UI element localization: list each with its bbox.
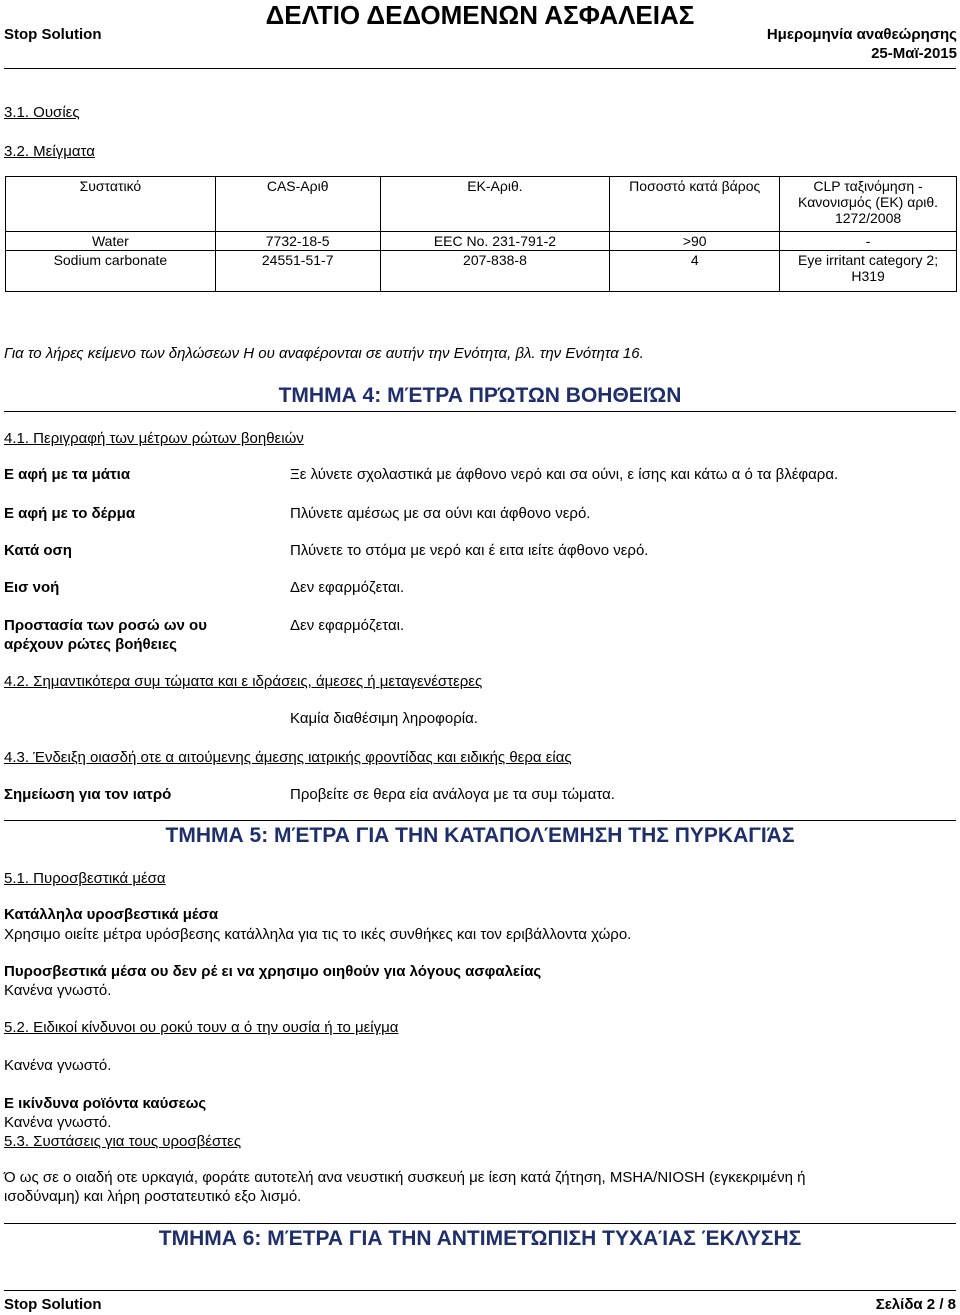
first-aid-label-protection: Προστασία των ροσώ ων ου xyxy=(4,617,207,634)
document-title: ΔΕΛΤΙΟ ΔΕΔΟΜΕΝΩΝ ΑΣΦΑΛΕΙΑΣ xyxy=(265,0,695,30)
cell-cas: 24551-51-7 xyxy=(215,251,380,292)
cell-ec: 207-838-8 xyxy=(380,251,610,292)
subsection-3-1: 3.1. Ουσίες xyxy=(4,104,80,121)
section-6-title: ΤΜΗΜΑ 6: ΜΈΤΡΑ ΓΙΑ ΤΗΝ ΑΝΤΙΜΕΤΏΠΙΣΗ ΤΥΧΑΊΑΣ ΈΚΛΥΣΗΣ xyxy=(158,1227,802,1250)
firefighter-advice-line2: ισοδύναμη) και λήρη ροστατευτικό εξο λισμό. xyxy=(4,1188,302,1205)
cell-weight: >90 xyxy=(610,232,780,251)
footer-page-number: Σελίδα 2 / 8 xyxy=(875,1296,956,1313)
first-aid-value-ingestion: Πλύνετε το στόμα με νερό και έ ειτα ιείτε άφθονο νερό. xyxy=(290,542,649,559)
cell-clp: Eye irritant category 2; H319 xyxy=(780,251,957,292)
section-4-divider xyxy=(4,411,956,412)
table-row xyxy=(6,251,957,292)
subsection-5-2: 5.2. Ειδικοί κίνδυνοι ου ροκύ τουν α ό την ουσία ή το μείγμα xyxy=(4,1019,399,1036)
cell-clp: - xyxy=(780,232,957,251)
hazardous-products-text: Κανένα γνωστό. xyxy=(4,1114,112,1131)
first-aid-label-protection-line2: αρέχουν ρώτες βοήθειες xyxy=(4,636,177,653)
section-5-title: ΤΜΗΜΑ 5: ΜΈΤΡΑ ΓΙΑ ΤΗΝ ΚΑΤΑΠΟΛΈΜΗΣΗ ΤΗΣ ΠΥΡΚΑΓΙΆΣ xyxy=(165,824,795,847)
footer-divider xyxy=(4,1290,956,1291)
subsection-4-2: 4.2. Σημαντικότερα συμ τώματα και ε ιδράσεις, άμεσες ή μεταγενέστερες xyxy=(4,673,483,690)
hazardous-products-label: Ε ικίνδυνα ροϊόντα καύσεως xyxy=(4,1095,207,1112)
first-aid-value-inhalation: Δεν εφαρμόζεται. xyxy=(290,579,405,596)
cell-cas: 7732-18-5 xyxy=(215,232,380,251)
symptoms-text: Καμία διαθέσιμη ληροφορία. xyxy=(290,710,478,727)
table-header-row xyxy=(6,177,957,232)
composition-table xyxy=(5,176,957,292)
unsuitable-media-label: Πυροσβεστικά μέσα ου δεν ρέ ει να χρησιμο οιηθούν για λόγους ασφαλείας xyxy=(4,963,542,980)
header-divider xyxy=(4,68,956,69)
footer-company: Stop Solution xyxy=(4,1296,102,1313)
table-row xyxy=(6,232,957,251)
unsuitable-media-text: Κανένα γνωστό. xyxy=(4,982,112,999)
special-hazards-text: Κανένα γνωστό. xyxy=(4,1057,112,1074)
doctor-note-label: Σημείωση για τον ιατρό xyxy=(4,786,172,803)
first-aid-label-ingestion: Κατά οση xyxy=(4,542,72,559)
first-aid-label-inhalation: Εισ νοή xyxy=(4,579,60,596)
subsection-5-1: 5.1. Πυροσβεστικά μέσα xyxy=(4,870,166,887)
section-6-divider xyxy=(4,1223,956,1224)
cell-component: Water xyxy=(6,232,216,251)
first-aid-value-eyes: Ξε λύνετε σχολαστικά με άφθονο νερό και σα ούνι, ε ίσης και κάτω α ό τα βλέφαρα. xyxy=(290,466,839,483)
subsection-5-3: 5.3. Συστάσεις για τους υροσβέστες xyxy=(4,1133,242,1150)
firefighter-advice-line1: Ό ως σε ο οιαδή οτε υρκαγιά, φοράτε αυτοτελή ανα νευστική συσκευή με ίεση κατά ζήτηση, MSHA/NIOSH (εγκεκριμένη ή xyxy=(4,1169,806,1186)
first-aid-label-skin: Ε αφή με το δέρμα xyxy=(4,505,136,522)
cell-weight: 4 xyxy=(610,251,780,292)
col-header-ec: ΕΚ-Αριθ. xyxy=(380,177,610,232)
header-company: Stop Solution xyxy=(4,26,102,43)
col-header-cas: CAS-Αριθ xyxy=(215,177,380,232)
cell-ec: EEC No. 231-791-2 xyxy=(380,232,610,251)
header-revision-date: 25-Μαϊ-2015 xyxy=(871,45,957,62)
suitable-media-label: Κατάλληλα υροσβεστικά μέσα xyxy=(4,906,219,923)
first-aid-value-protection: Δεν εφαρμόζεται. xyxy=(290,617,405,634)
first-aid-value-skin: Πλύνετε αμέσως με σα ούνι και άφθονο νερό. xyxy=(290,505,591,522)
h-statements-note: Για το λήρες κείμενο των δηλώσεων H ου αναφέρονται σε αυτήν την Ενότητα, βλ. την Ενότητα 16. xyxy=(4,345,644,362)
section-5-divider xyxy=(4,820,956,821)
section-4-title: ΤΜΗΜΑ 4: ΜΈΤΡΑ ΠΡΏΤΩΝ ΒΟΗΘΕΙΏΝ xyxy=(278,384,682,407)
doctor-note-text: Προβείτε σε θερα εία ανάλογα με τα συμ τώματα. xyxy=(290,786,615,803)
subsection-4-1: 4.1. Περιγραφή των μέτρων ρώτων βοηθειών xyxy=(4,430,304,447)
subsection-4-3: 4.3. Ένδειξη οιασδή οτε α αιτούμενης άμεσης ιατρικής φροντίδας και ειδικής θερα είας xyxy=(4,749,572,766)
subsection-3-2: 3.2. Μείγματα xyxy=(4,143,95,160)
col-header-weight: Ποσοστό κατά βάρος xyxy=(610,177,780,232)
suitable-media-text: Χρησιμο οιείτε μέτρα υρόσβεσης κατάλληλα για τις το ικές συνθήκες και τον εριβάλλοντα χώρο. xyxy=(4,926,632,943)
col-header-component: Συστατικό xyxy=(6,177,216,232)
col-header-clp: CLP ταξινόμηση - Κανονισμός (ΕΚ) αριθ. 1272/2008 xyxy=(780,177,957,232)
cell-component: Sodium carbonate xyxy=(6,251,216,292)
header-revision-label: Ημερομηνία αναθεώρησης xyxy=(766,26,957,43)
first-aid-label-eyes: Ε αφή με τα μάτια xyxy=(4,466,131,483)
